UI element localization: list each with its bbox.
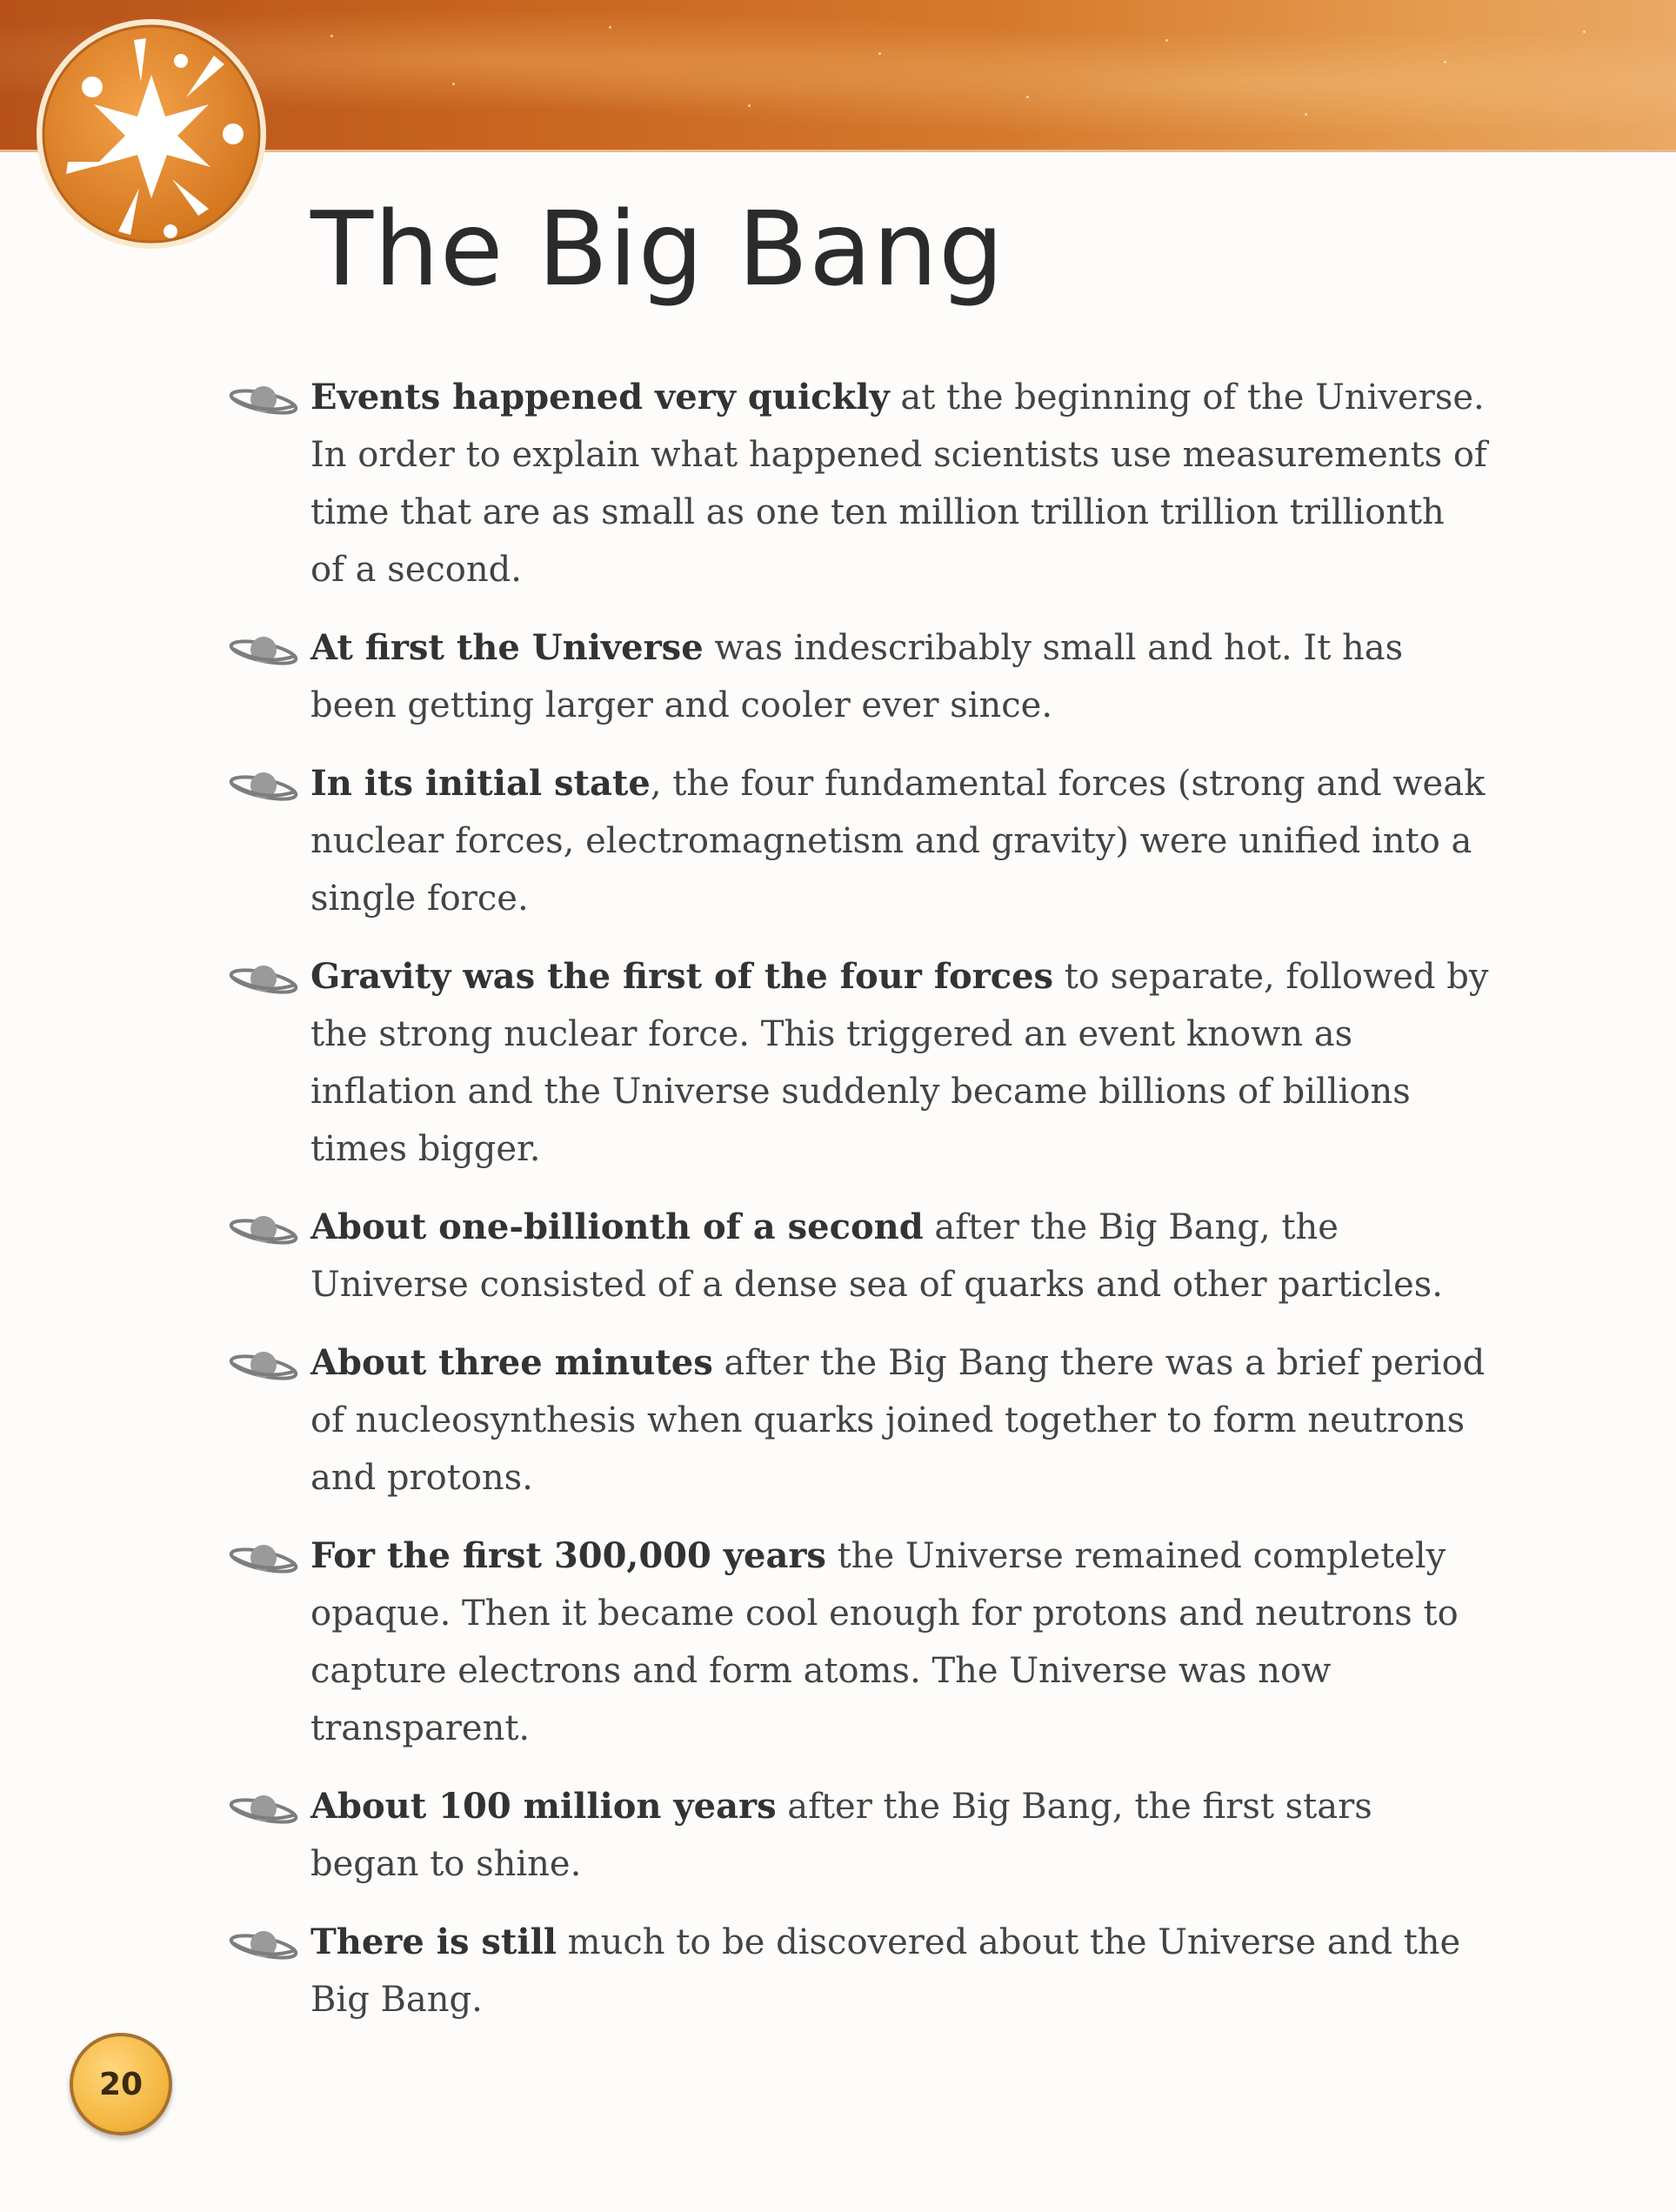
fact-list [228, 369, 1489, 2049]
page-number-badge: 20 [70, 2033, 172, 2135]
saturn-planet-icon [228, 767, 299, 804]
saturn-planet-icon [228, 1347, 299, 1383]
list-item [228, 1334, 1489, 1507]
fact-lead: For the first 300,000 years [310, 1535, 826, 1576]
header-speck [878, 52, 881, 55]
fact-text: after the Big Bang there was a brief period of nucleosynthesis when quarks joined together to form neutrons and protons. [310, 1343, 1486, 1498]
header-speck [1026, 96, 1029, 98]
fact-lead: There is still [310, 1921, 557, 1962]
fact-text: was indescribably small and hot. It has been getting larger and cooler ever since. [310, 628, 1404, 725]
fact-lead: Gravity was the first of the four forces [310, 956, 1054, 997]
header-speck [1165, 39, 1168, 42]
fact-lead: About 100 million years [310, 1786, 777, 1827]
starburst-emblem-icon [31, 14, 271, 254]
list-item [228, 619, 1489, 734]
fact-lead: About one-billionth of a second [310, 1206, 924, 1247]
header-speck [609, 26, 611, 29]
page-title: The Big Bang [310, 189, 1005, 309]
saturn-planet-icon [228, 1540, 299, 1576]
list-item [228, 1527, 1489, 1757]
fact-lead: In its initial state [310, 763, 651, 804]
list-item [228, 1778, 1489, 1893]
fact-text: after the Big Bang, the first stars began to shine. [310, 1787, 1372, 1884]
saturn-planet-icon [228, 1211, 299, 1247]
saturn-planet-icon [228, 960, 299, 997]
fact-lead: Events happened very quickly [310, 377, 890, 418]
saturn-planet-icon [228, 381, 299, 418]
saturn-planet-icon [228, 1926, 299, 1962]
header-speck [748, 104, 751, 107]
list-item [228, 948, 1489, 1178]
fact-text: at the beginning of the Universe. In order to explain what happened scientists use measurements of time that are as small as one ten million trillion trillion trillionth of a second. [310, 378, 1487, 590]
fact-text: much to be discovered about the Universe and the Big Bang. [310, 1922, 1461, 2020]
header-speck [331, 35, 333, 37]
header-speck [452, 83, 455, 85]
saturn-planet-icon [228, 1790, 299, 1827]
fact-lead: About three minutes [310, 1342, 713, 1383]
header-speck [1583, 30, 1586, 33]
list-item [228, 1199, 1489, 1313]
list-item [228, 1914, 1489, 2028]
fact-text: to separate, followed by the strong nuclear force. This triggered an event known as inflation and the Universe suddenly became billions of billions times bigger. [310, 957, 1489, 1169]
fact-text: , the four fundamental forces (strong and weak nuclear forces, electromagnetism and gravity) were unified into a single force. [310, 764, 1486, 919]
fact-text: after the Big Bang, the Universe consisted of a dense sea of quarks and other particles. [310, 1207, 1443, 1305]
saturn-planet-icon [228, 632, 299, 668]
fact-lead: At first the Universe [310, 627, 704, 668]
list-item [228, 369, 1489, 598]
list-item [228, 755, 1489, 927]
fact-text: the Universe remained completely opaque. Then it became cool enough for protons and neutrons to capture electrons and form atoms. The Universe was now transparent. [310, 1536, 1459, 1748]
header-speck [1305, 113, 1307, 116]
header-speck [1444, 61, 1446, 63]
